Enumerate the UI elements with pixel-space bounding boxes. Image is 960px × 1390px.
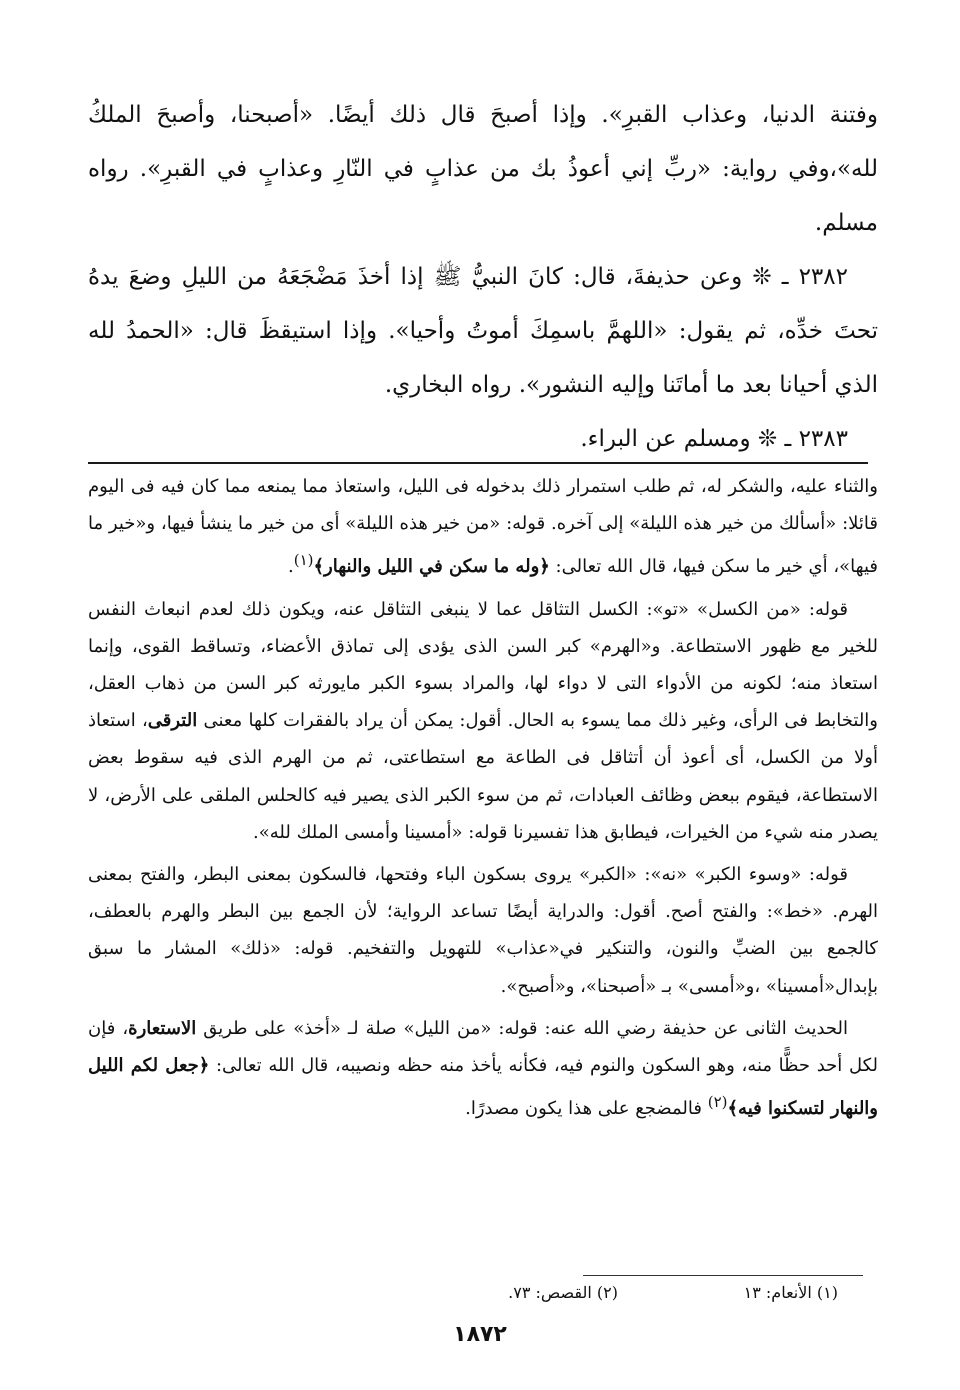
commentary-text-run: قوله: «وسوء الكبر» «نه»: «الكبر» يروى بسكون الباء وفتحها، فالسكون بمعنى البطر، والفتح بمعنى الهرم. «خط»: والفتح أصح. أقول: والدراية أيضًا تساعد الرواية؛ لأن الجمع بين البطر والهرم بالعطف، كالجمع بين الضبِّ والنون، والتنكير في«عذاب» للتهويل والتفخيم. قوله: «ذلك» المشار ما سبق بإبدال«أمسينا» ،و«أمسى» بـ «أصبحنا»، و«أصبح».	[88, 864, 878, 997]
hadith-paragraph: ٢٣٨٣ ـ ❊ ومسلم عن البراء.	[580, 426, 848, 452]
commentary-paragraph	[88, 1010, 878, 1128]
commentary-text-run: فالمضجع على هذا يكون مصدرًا.	[465, 1098, 708, 1120]
commentary-paragraph	[88, 856, 878, 1005]
commentary-text-run: الحديث الثانى عن حذيفة رضي الله عنه: قوله: «من الليل» صلة لـ «أخذ» على طريق	[196, 1017, 849, 1039]
commentary-text-run: .	[287, 556, 294, 578]
quran-verse: ﴿جعل لكم الليل والنهار لتسكنوا فيه﴾	[88, 1055, 878, 1120]
footnote-1: (١) الأنعام: ١٣	[743, 1283, 838, 1302]
hadith-text	[88, 88, 878, 466]
commentary-text-run: والثناء عليه، والشكر له، ثم طلب استمرار ذلك بدخوله فى الليل، واستعاذ مما يمنعه مما كان فيه فى اليوم قائلا: «أسألك من خير هذه الليلة» إلى آخره. قوله: «من خير هذه الليلة» أى من خير ما ينشأ فيها، و«خير ما فيها»، أي خير ما سكن فيها، قال الله تعالى:	[88, 476, 878, 578]
commentary-text-run: قوله: «من الكسل» «تو»: الكسل التثاقل عما لا ينبغى التثاقل عنه، ويكون ذلك لعدم انبعاث النفس للخير مع ظهور الاستطاعة. و«الهرم» كبر السن الذى يؤدى إلى تماذق الأعضاء، وتساقط القوى، وإنما استعاذ منه؛ لكونه من الأدواء التى لا دواء لها، والمراد بسوء الكبر مايورثه كبر السن من ذهاب العقل، والتخابط فى الرأى، وغير ذلك مما يسوء به الحال. أقول: يمكن أن يراد بالفقرات كلها معنى	[88, 598, 878, 732]
commentary-paragraph	[88, 468, 878, 586]
footnote-ref: (٢)	[707, 1093, 728, 1112]
page-number: ١٨٧٢	[453, 1322, 507, 1347]
commentary-text-run: ، فإن لكل أحد حظًّا منه، وهو السكون والنوم فيه، فكأنه يأخذ منه حظه ونصيبه، قال الله تعالى:	[88, 1017, 879, 1077]
bold-term: الاستعارة	[128, 1017, 197, 1039]
quran-verse: ﴿وله ما سكن في الليل والنهار﴾	[313, 556, 550, 578]
commentary-text-run: ، استعاذ أولا من الكسل، أى أعوذ أن أتثاقل فى الطاعة مع استطاعتى، ثم من الهرم الذى فيه سقوط بعض الاستطاعة، فيقوم ببعض وظائف العبادات، ثم من سوء الكبر الذى يصير فيه كالحلس الملقى على الأرض، لا يصدر منه شيء من الخيرات، فيطابق هذا تفسيرنا قوله: «أمسينا وأمسى الملك لله».	[88, 710, 878, 843]
footnote-divider	[583, 1275, 863, 1276]
hadith-paragraph: وفتنة الدنيا، وعذاب القبرِ». وإذا أصبحَ قال ذلك أيضًا. «أصبحنا، وأصبحَ الملكُ لله»،وفي رواية: «ربِّ إني أعوذُ بك من عذابٍ في النّارِ وعذابٍ في القبرِ». رواه مسلم.	[88, 102, 878, 236]
hadith-paragraph: ٢٣٨٢ ـ ❊ وعن حذيفةَ، قال: كانَ النبيُّ ﷺ إذا أخذَ مَضْجَعَهُ من الليلِ وضعَ يدهُ تحتَ خدِّه، ثم يقول: «اللهمَّ باسمِكَ أموتُ وأحيا». وإذا استيقظَ قال: «الحمدُ لله الذي أحيانا بعد ما أماتَنا وإليه النشور». رواه البخاري.	[88, 264, 878, 398]
footnotes	[88, 1283, 848, 1313]
section-divider	[88, 462, 868, 464]
footnote-ref: (١)	[293, 551, 314, 570]
footnote-2: (٢) القصص: ٧٣.	[508, 1283, 618, 1302]
bold-term: الترقى	[147, 710, 198, 732]
commentary-text	[88, 468, 878, 1132]
commentary-paragraph	[88, 591, 878, 851]
